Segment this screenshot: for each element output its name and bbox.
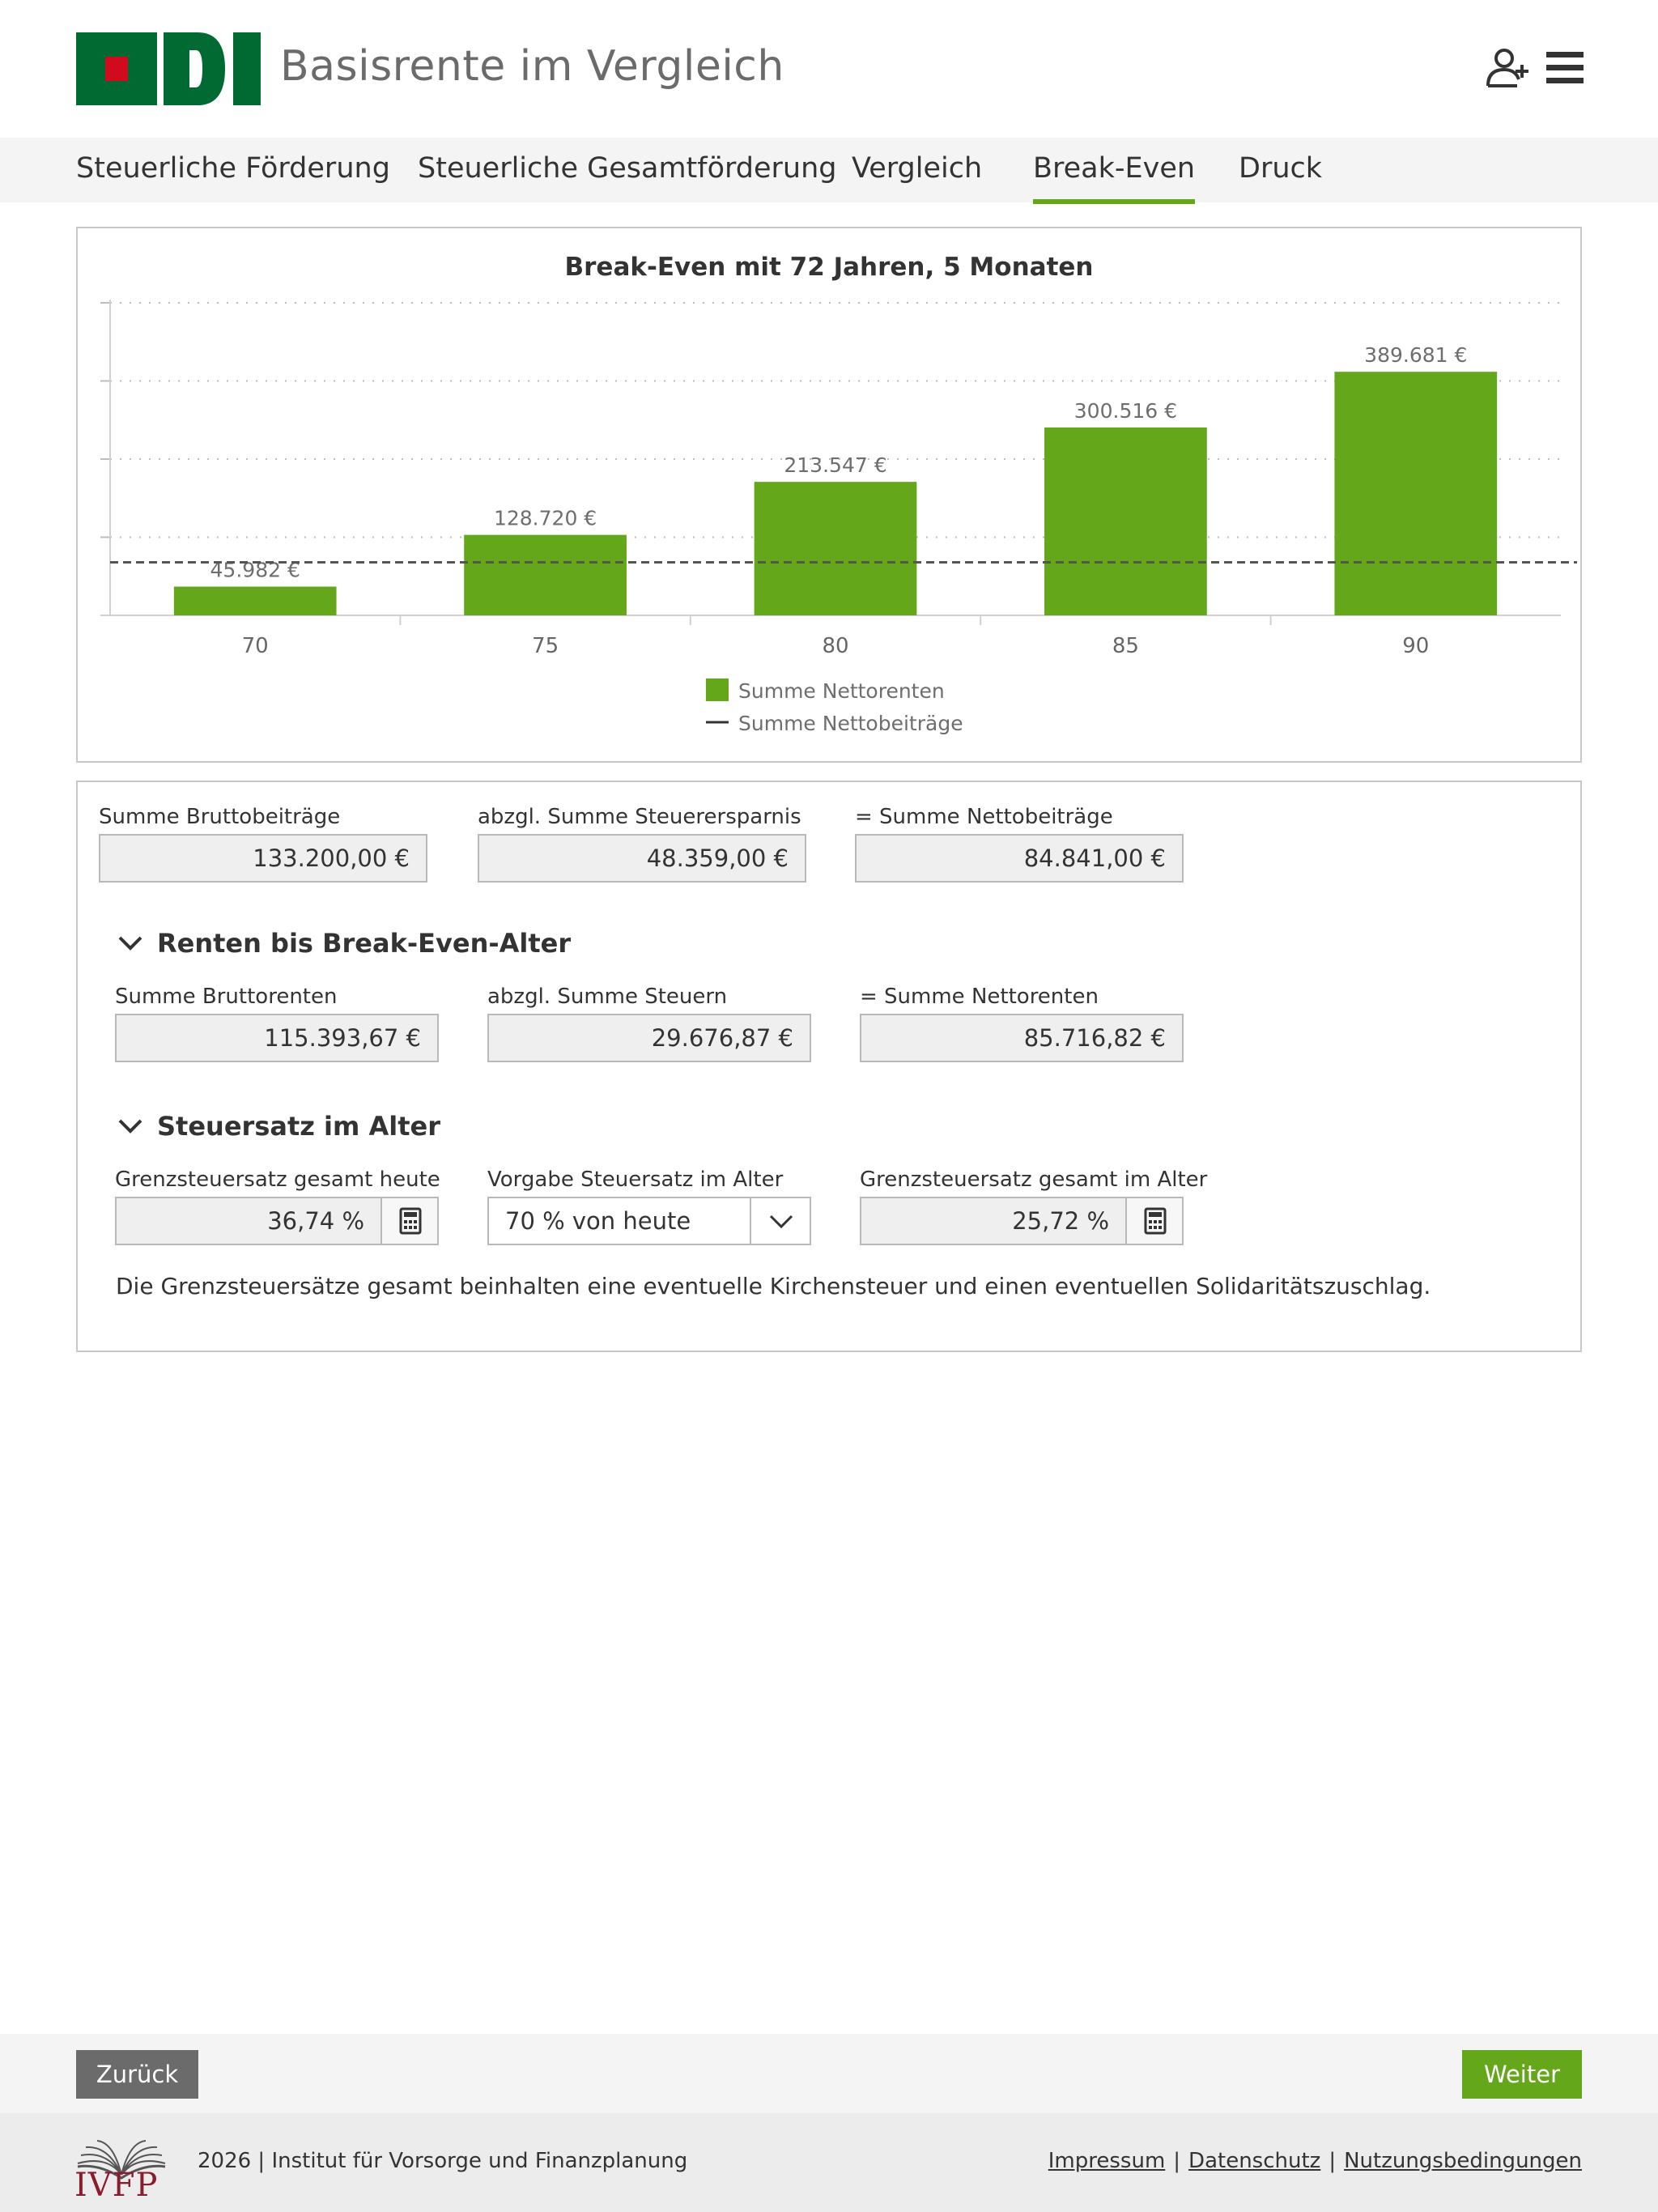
legend-swatch-bar bbox=[706, 678, 729, 701]
copyright: 2026 | Institut für Vorsorge und Finanzplanung bbox=[198, 2149, 688, 2173]
datenschutz-link[interactable]: Datenschutz bbox=[1188, 2149, 1321, 2173]
nutzungsbedingungen-link[interactable]: Nutzungsbedingungen bbox=[1344, 2149, 1582, 2173]
calculator-button[interactable] bbox=[1125, 1198, 1182, 1244]
hdi-logo bbox=[76, 32, 261, 105]
tab-label: Steuerliche Förderung bbox=[76, 152, 390, 185]
action-bar bbox=[0, 2034, 1658, 2113]
calculator-button[interactable] bbox=[380, 1198, 437, 1244]
net-contributions-label: = Summe Nettobeiträge bbox=[855, 805, 1113, 829]
gross-pensions-field bbox=[115, 1014, 439, 1062]
values-panel bbox=[76, 781, 1582, 1352]
calculator-icon bbox=[382, 1198, 439, 1244]
legend-label: Summe Nettobeiträge bbox=[738, 712, 963, 735]
gross-contributions-value: 133.200,00 € bbox=[253, 844, 410, 872]
tax-rate-preset-value: 70 % von heute bbox=[505, 1207, 691, 1235]
x-tick-label: 70 bbox=[241, 634, 269, 658]
hamburger-menu-icon[interactable] bbox=[1543, 47, 1588, 89]
tax-rate-section-title[interactable]: Steuersatz im Alter bbox=[157, 1111, 440, 1142]
dropdown-toggle[interactable] bbox=[750, 1198, 810, 1244]
x-tick-label: 85 bbox=[1112, 634, 1139, 658]
net-pensions-value: 85.716,82 € bbox=[1023, 1024, 1166, 1052]
tax-rate-today-label: Grenzsteuersatz gesamt heute bbox=[115, 1168, 440, 1192]
break-even-chart-panel bbox=[76, 227, 1582, 763]
chevron-down-icon bbox=[751, 1198, 811, 1244]
tab-label: Druck bbox=[1239, 152, 1323, 185]
gross-contributions-field bbox=[99, 834, 427, 883]
break-even-chart bbox=[78, 228, 1580, 761]
x-tick-label: 75 bbox=[532, 634, 559, 658]
tab-steuerliche-foerderung[interactable] bbox=[76, 152, 390, 185]
taxes-value: 29.676,87 € bbox=[651, 1024, 793, 1052]
tax-rate-preset-select[interactable] bbox=[487, 1197, 811, 1245]
next-button[interactable]: Weiter bbox=[1462, 2050, 1582, 2099]
tab-label: Steuerliche Gesamtförderung bbox=[418, 152, 837, 185]
app-title: Basisrente im Vergleich bbox=[280, 42, 784, 91]
bar-data-label: 389.681 € bbox=[1364, 343, 1468, 368]
tax-saving-value: 48.359,00 € bbox=[646, 844, 789, 872]
net-contributions-field bbox=[855, 834, 1184, 883]
tab-vergleich[interactable] bbox=[852, 152, 982, 185]
chart-title: Break-Even mit 72 Jahren, 5 Monaten bbox=[564, 253, 1094, 282]
footer-links bbox=[1048, 2149, 1582, 2173]
gross-contributions-label: Summe Bruttobeiträge bbox=[99, 805, 341, 829]
impressum-link[interactable]: Impressum bbox=[1048, 2149, 1166, 2173]
tax-rate-old-age-value: 25,72 % bbox=[1012, 1207, 1109, 1235]
tax-rate-today-field[interactable] bbox=[115, 1197, 439, 1245]
gross-pensions-value: 115.393,67 € bbox=[264, 1024, 421, 1052]
separator: | bbox=[1173, 2149, 1181, 2173]
pensions-section-title[interactable]: Renten bis Break-Even-Alter bbox=[157, 928, 572, 959]
net-contributions-value: 84.841,00 € bbox=[1023, 844, 1166, 872]
x-tick-label: 90 bbox=[1402, 634, 1430, 658]
calculator-icon bbox=[1127, 1198, 1184, 1244]
tab-break-even[interactable] bbox=[1033, 152, 1195, 185]
tax-rate-old-age-label: Grenzsteuersatz gesamt im Alter bbox=[860, 1168, 1208, 1192]
x-tick-label: 80 bbox=[822, 634, 849, 658]
bar-data-label: 300.516 € bbox=[1073, 399, 1178, 423]
app-header bbox=[0, 0, 1658, 138]
footer bbox=[0, 2113, 1658, 2212]
tab-label: Break-Even bbox=[1033, 152, 1196, 185]
chevron-down-icon[interactable] bbox=[117, 929, 144, 957]
bar bbox=[1334, 372, 1497, 615]
bar bbox=[1044, 428, 1207, 615]
legend-label: Summe Nettorenten bbox=[738, 679, 945, 703]
taxes-field bbox=[487, 1014, 811, 1062]
tax-rate-old-age-field[interactable] bbox=[860, 1197, 1184, 1245]
net-pensions-field bbox=[860, 1014, 1184, 1062]
tab-druck[interactable] bbox=[1239, 152, 1322, 185]
bar bbox=[464, 535, 627, 615]
add-user-icon[interactable] bbox=[1486, 47, 1532, 89]
back-button[interactable]: Zurück bbox=[76, 2050, 198, 2099]
taxes-label: abzgl. Summe Steuern bbox=[487, 985, 728, 1009]
bar-data-label: 45.982 € bbox=[210, 558, 300, 582]
tax-rate-today-value: 36,74 % bbox=[267, 1207, 364, 1235]
bar bbox=[174, 587, 337, 615]
tab-label: Vergleich bbox=[852, 152, 983, 185]
main-nav bbox=[0, 138, 1658, 202]
separator: | bbox=[1329, 2149, 1337, 2173]
bar-data-label: 128.720 € bbox=[493, 506, 597, 530]
ivfp-logo-text: IVFP bbox=[74, 2167, 159, 2204]
tab-steuerliche-gesamtfoerderung[interactable] bbox=[418, 152, 837, 185]
tax-rate-preset-label: Vorgabe Steuersatz im Alter bbox=[487, 1168, 784, 1192]
bar bbox=[755, 482, 917, 615]
tax-saving-field bbox=[478, 834, 806, 883]
net-pensions-label: = Summe Nettorenten bbox=[860, 985, 1099, 1009]
bar-data-label: 213.547 € bbox=[784, 453, 887, 478]
gross-pensions-label: Summe Bruttorenten bbox=[115, 985, 338, 1009]
chevron-down-icon[interactable] bbox=[117, 1112, 144, 1140]
active-tab-indicator bbox=[1033, 199, 1195, 204]
tax-saving-label: abzgl. Summe Steuerersparnis bbox=[478, 805, 801, 829]
tax-rate-note: Die Grenzsteuersätze gesamt beinhalten eine eventuelle Kirchensteuer und einen eventuellen Solidaritätszuschlag. bbox=[116, 1273, 1431, 1300]
